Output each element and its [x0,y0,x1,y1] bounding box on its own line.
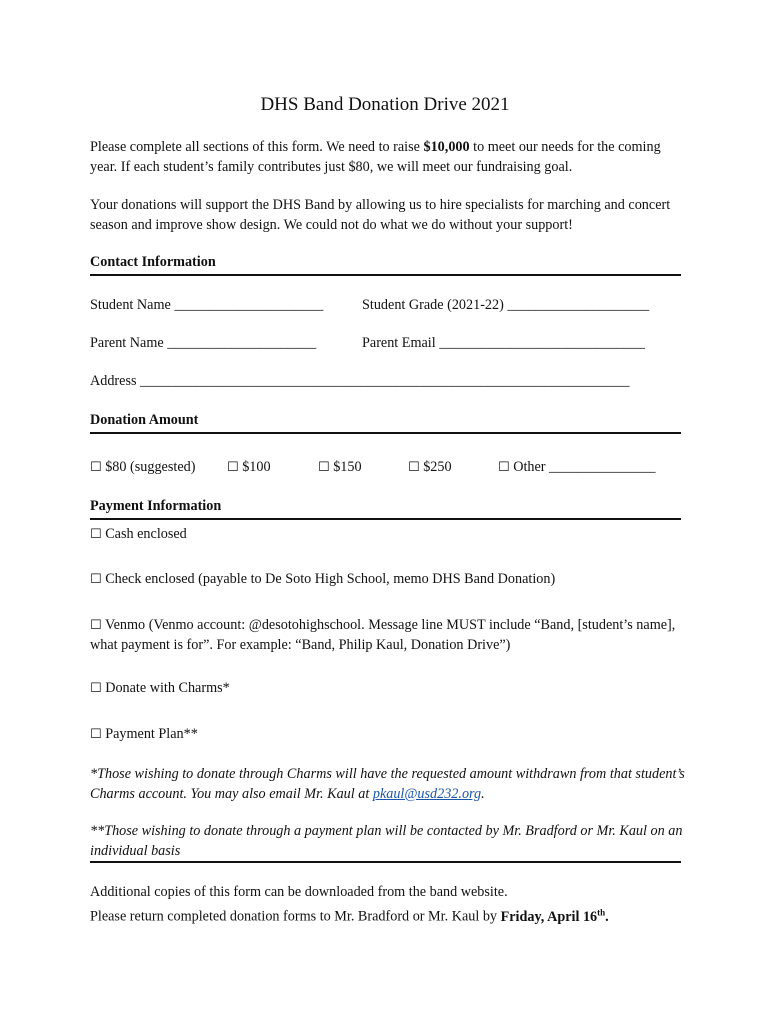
student-grade-field[interactable]: Student Grade (2021-22) ____________________ [362,297,650,313]
payment-plan-label: Payment Plan** [105,726,198,742]
charms-note [90,765,686,804]
contact-section-heading: Contact Information [90,254,681,276]
checkbox-icon[interactable]: ☐ [90,460,102,475]
intro-paragraph-1 [90,138,690,177]
donation-option-label: $250 [423,459,452,475]
donation-section-heading: Donation Amount [90,412,681,434]
intro-text-b: to meet our needs for the coming year. If each student’s family contributes just $80, we will meet our fundraising goal. [90,139,661,175]
payment-cash[interactable] [90,526,187,543]
checkbox-icon[interactable]: ☐ [90,572,102,587]
footer-line-1: Additional copies of this form can be downloaded from the band website. [90,884,508,900]
payment-plan[interactable] [90,726,198,743]
parent-email-field[interactable]: Parent Email _____________________________ [362,335,645,351]
payment-charms-label: Donate with Charms* [105,680,230,696]
payment-venmo[interactable] [90,616,686,655]
donation-option-80[interactable] [90,459,195,476]
address-field[interactable]: Address _____________________________________________________________________ [90,373,630,389]
donation-option-label: Other _______________ [513,459,656,475]
donation-option-150[interactable] [318,459,362,476]
donation-option-other[interactable] [498,459,655,476]
document-title: DHS Band Donation Drive 2021 [260,94,510,115]
deadline-period: . [605,908,609,925]
return-deadline [501,909,609,925]
payment-check-label: Check enclosed (payable to De Soto High School, memo DHS Band Donation) [105,571,556,587]
payment-section-heading: Payment Information [90,498,681,520]
checkbox-icon[interactable]: ☐ [498,460,510,475]
charms-note-text: *Those wishing to donate through Charms will have the requested amount withdrawn from that student’s Charms account. You may also email Mr. Kaul at [90,766,685,802]
checkbox-icon[interactable]: ☐ [227,460,239,475]
intro-text-a: Please complete all sections of this form. We need to raise [90,139,424,155]
checkbox-icon[interactable]: ☐ [90,527,102,542]
payment-cash-label: Cash enclosed [105,526,187,542]
student-name-field[interactable]: Student Name _____________________ [90,297,324,313]
goal-amount: $10,000 [423,139,470,155]
intro-paragraph-2: Your donations will support the DHS Band by allowing us to hire specialists for marching and concert season and improve show design. We could not do what we do without your support! [90,197,671,233]
donation-option-100[interactable] [227,459,271,476]
payment-charms[interactable] [90,680,230,697]
donation-option-label: $80 (suggested) [105,459,196,475]
checkbox-icon[interactable]: ☐ [90,618,102,633]
kaul-email-link[interactable]: pkaul@usd232.org [372,785,482,802]
donation-option-label: $150 [333,459,362,475]
checkbox-icon[interactable]: ☐ [90,727,102,742]
payment-venmo-label: Venmo (Venmo account: @desotohighschool. Message line MUST include “Band, [student’s name], what payment is for”. For example: “Band, Philip Kaul, Donation Drive”) [90,617,676,653]
checkbox-icon[interactable]: ☐ [408,460,420,475]
deadline-suffix: th [597,907,606,917]
footer-line-2-text: Please return completed donation forms to Mr. Bradford or Mr. Kaul by [90,908,501,925]
checkbox-icon[interactable]: ☐ [90,681,102,696]
donation-option-label: $100 [242,459,271,475]
checkbox-icon[interactable]: ☐ [318,460,330,475]
deadline-date: Friday, April 16 [500,908,598,925]
footer-line-2 [90,903,710,927]
divider-rule [90,861,681,863]
charms-note-end: . [481,785,485,802]
payment-check[interactable] [90,571,555,588]
parent-name-field[interactable]: Parent Name _____________________ [90,335,317,351]
donation-option-250[interactable] [408,459,452,476]
payment-plan-note: **Those wishing to donate through a payment plan will be contacted by Mr. Bradford or Mr. Kaul on an individual basis [90,823,683,859]
